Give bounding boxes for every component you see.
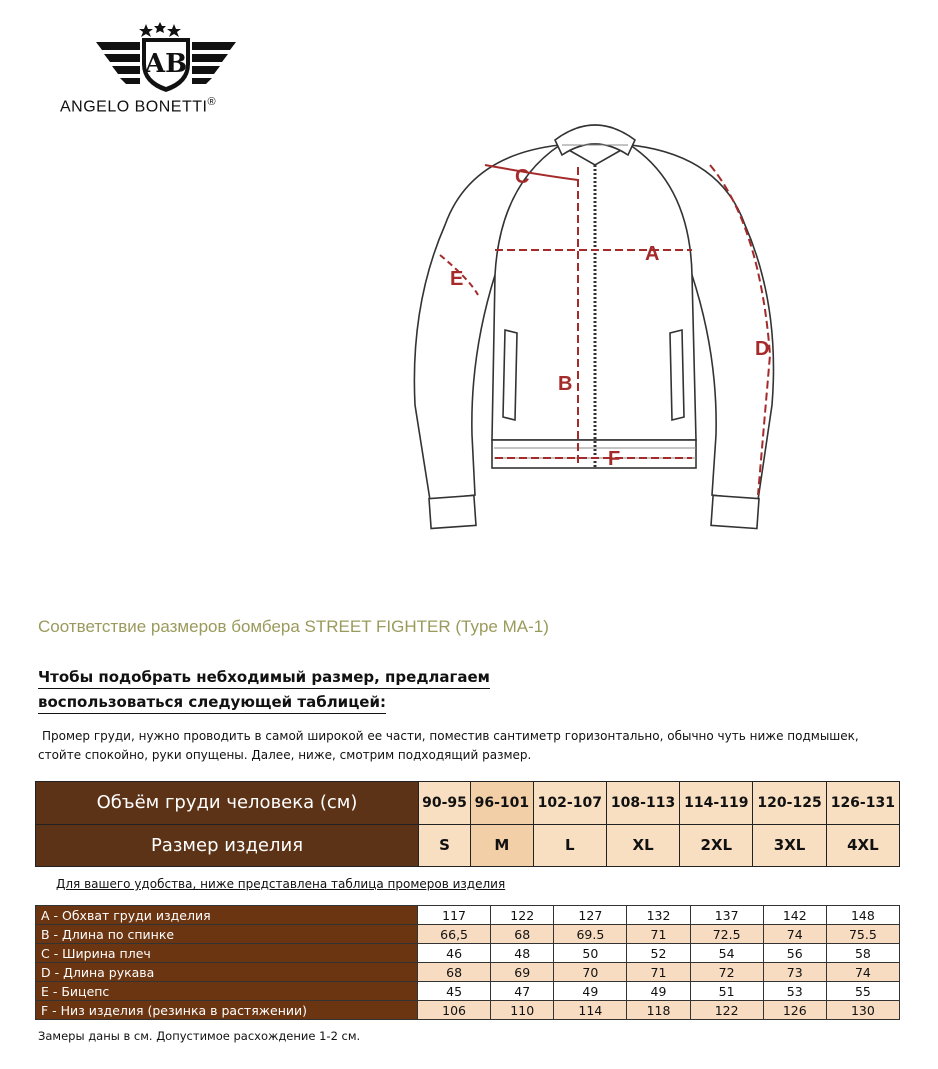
size-cell: 4XL — [826, 824, 899, 867]
value-cell: 72.5 — [690, 925, 763, 944]
value-cell: 49 — [627, 982, 690, 1001]
chest-range-cell: 126-131 — [826, 782, 899, 825]
brand-name — [60, 96, 290, 116]
chest-range-cell: 120-125 — [753, 782, 826, 825]
value-cell: 73 — [763, 963, 826, 982]
row-label: C - Ширина плеч — [36, 944, 418, 963]
table-row — [36, 925, 900, 944]
label-a: A — [645, 243, 660, 265]
brand-logo — [60, 20, 290, 120]
chest-range-cell: 102-107 — [533, 782, 606, 825]
value-cell: 74 — [826, 963, 899, 982]
value-cell: 70 — [554, 963, 627, 982]
table-row — [36, 1001, 900, 1020]
label-c: C — [515, 166, 530, 188]
table-row — [36, 982, 900, 1001]
jacket-diagram — [400, 105, 790, 550]
chest-range-cell: 114-119 — [680, 782, 753, 825]
value-cell: 142 — [763, 906, 826, 925]
measurements-table — [35, 905, 900, 1020]
value-cell: 54 — [690, 944, 763, 963]
chest-range-cell: 90-95 — [419, 782, 471, 825]
value-cell: 117 — [418, 906, 491, 925]
size-table — [35, 781, 900, 867]
size-row — [36, 824, 900, 867]
label-f: F — [608, 448, 621, 470]
instructions-line-1: Промер груди, нужно проводить в самой широкой ее части, поместив сантиметр горизонтально, обычно чуть ниже подмышек, — [42, 729, 859, 743]
size-cell: XL — [606, 824, 679, 867]
size-cell: M — [471, 824, 534, 867]
left-pocket — [503, 330, 517, 420]
chest-range-cell: 108-113 — [606, 782, 679, 825]
value-cell: 72 — [690, 963, 763, 982]
value-cell: 46 — [418, 944, 491, 963]
row-label: D - Длина рукава — [36, 963, 418, 982]
value-cell: 53 — [763, 982, 826, 1001]
row-label: E - Бицепс — [36, 982, 418, 1001]
value-cell: 68 — [418, 963, 491, 982]
value-cell: 52 — [627, 944, 690, 963]
value-cell: 114 — [554, 1001, 627, 1020]
chest-row — [36, 782, 900, 825]
jacket-illustration — [400, 105, 790, 545]
value-cell: 137 — [690, 906, 763, 925]
row-label: F - Низ изделия (резинка в растяжении) — [36, 1001, 418, 1020]
chest-label: Объём груди человека (см) — [36, 782, 419, 825]
page-subtitle: Соответствие размеров бомбера STREET FIGHTER (Type MA-1) — [38, 617, 549, 636]
measuring-instructions — [38, 727, 898, 765]
footer-note: Замеры даны в см. Допустимое расхождение 1-2 см. — [38, 1029, 361, 1043]
table-row — [36, 963, 900, 982]
value-cell: 66,5 — [418, 925, 491, 944]
logo-monogram: AB — [144, 49, 188, 79]
right-cuff — [711, 495, 759, 528]
value-cell: 69 — [491, 963, 554, 982]
value-cell: 50 — [554, 944, 627, 963]
value-cell: 126 — [763, 1001, 826, 1020]
row-label: B - Длина по спинке — [36, 925, 418, 944]
value-cell: 75.5 — [826, 925, 899, 944]
value-cell: 118 — [627, 1001, 690, 1020]
label-d: D — [755, 338, 770, 360]
value-cell: 127 — [554, 906, 627, 925]
chest-range-cell: 96-101 — [471, 782, 534, 825]
value-cell: 49 — [554, 982, 627, 1001]
value-cell: 110 — [491, 1001, 554, 1020]
value-cell: 45 — [418, 982, 491, 1001]
value-cell: 51 — [690, 982, 763, 1001]
star-icon — [154, 22, 166, 33]
label-b: B — [558, 373, 573, 395]
heading-line-1: Чтобы подобрать небходимый размер, предлагаем — [38, 666, 490, 689]
value-cell: 69.5 — [554, 925, 627, 944]
star-icon — [167, 24, 181, 37]
left-cuff — [429, 495, 476, 528]
size-cell: 2XL — [680, 824, 753, 867]
instructions-heading — [38, 666, 498, 716]
value-cell: 122 — [491, 906, 554, 925]
label-e: E — [450, 268, 464, 290]
value-cell: 55 — [826, 982, 899, 1001]
jacket-collar — [555, 125, 635, 155]
registered-mark: ® — [207, 96, 217, 108]
value-cell: 130 — [826, 1001, 899, 1020]
table-row — [36, 906, 900, 925]
value-cell: 148 — [826, 906, 899, 925]
heading-line-2: воспользоваться следующей таблицей: — [38, 691, 386, 714]
brand-name-text: ANGELO BONETTI — [60, 98, 208, 116]
size-cell: 3XL — [753, 824, 826, 867]
value-cell: 71 — [627, 925, 690, 944]
size-cell: S — [419, 824, 471, 867]
value-cell: 48 — [491, 944, 554, 963]
wing-emblem-icon — [96, 20, 256, 92]
table-row — [36, 944, 900, 963]
row-label: A - Обхват груди изделия — [36, 906, 418, 925]
size-label: Размер изделия — [36, 824, 419, 867]
value-cell: 106 — [418, 1001, 491, 1020]
value-cell: 71 — [627, 963, 690, 982]
value-cell: 68 — [491, 925, 554, 944]
value-cell: 74 — [763, 925, 826, 944]
value-cell: 58 — [826, 944, 899, 963]
value-cell: 47 — [491, 982, 554, 1001]
value-cell: 122 — [690, 1001, 763, 1020]
right-pocket — [670, 330, 684, 420]
value-cell: 132 — [627, 906, 690, 925]
star-icon — [139, 24, 153, 37]
instructions-line-2: стойте спокойно, руки опущены. Далее, ниже, смотрим подходящий размер. — [38, 748, 532, 762]
value-cell: 56 — [763, 944, 826, 963]
measurements-caption: Для вашего удобства, ниже представлена таблица промеров изделия — [56, 877, 506, 891]
size-cell: L — [533, 824, 606, 867]
